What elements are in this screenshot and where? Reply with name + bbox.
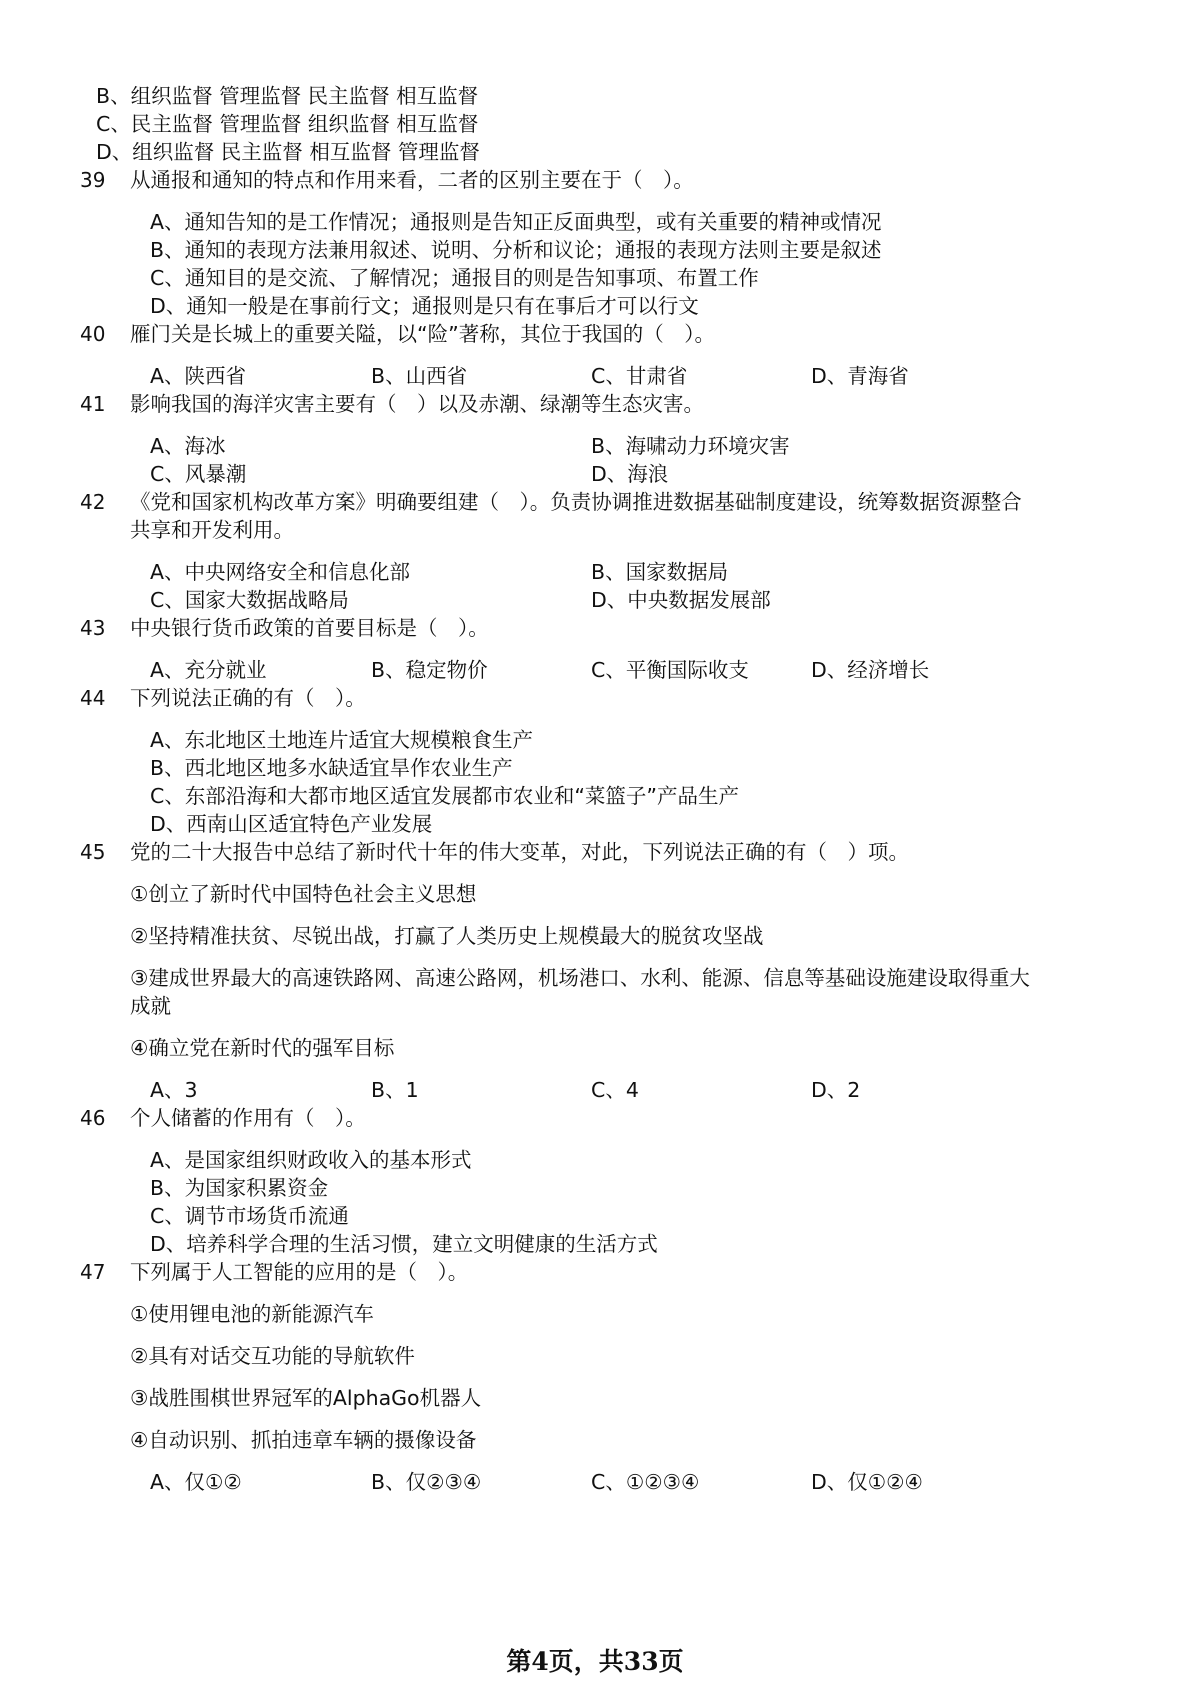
question-stem: 个人储蓄的作用有（ ）。 (130, 1106, 366, 1130)
option-d: D、培养科学合理的生活习惯，建立文明健康的生活方式 (150, 1232, 658, 1256)
option-a: A、3 (150, 1078, 198, 1102)
question-number: 39 (80, 168, 106, 192)
option-a: A、仅①② (150, 1470, 242, 1494)
option-a: A、海冰 (150, 434, 226, 458)
prev-option-b: B、组织监督 管理监督 民主监督 相互监督 (96, 84, 479, 108)
option-d: D、通知一般是在事前行文；通报则是只有在事后才可以行文 (150, 294, 699, 318)
statement-2: ②具有对话交互功能的导航软件 (130, 1344, 415, 1368)
option-b: B、1 (371, 1078, 419, 1102)
option-a: A、通知告知的是工作情况；通报则是告知正反面典型，或有关重要的精神或情况 (150, 210, 882, 234)
option-b: B、山西省 (371, 364, 468, 388)
option-d: D、青海省 (811, 364, 909, 388)
option-c: C、通知目的是交流、了解情况；通报目的则是告知事项、布置工作 (150, 266, 759, 290)
option-c: C、风暴潮 (150, 462, 247, 486)
prev-option-d: D、组织监督 民主监督 相互监督 管理监督 (96, 140, 480, 164)
question-number: 42 (80, 490, 106, 514)
question-stem: 党的二十大报告中总结了新时代十年的伟大变革，对此，下列说法正确的有（ ）项。 (130, 840, 909, 864)
option-d: D、经济增长 (811, 658, 930, 682)
question-number: 45 (80, 840, 106, 864)
option-d: D、2 (811, 1078, 861, 1102)
question-stem: 中央银行货币政策的首要目标是（ ）。 (130, 616, 489, 640)
question-number: 41 (80, 392, 106, 416)
option-c: C、平衡国际收支 (591, 658, 749, 682)
option-c: C、①②③④ (591, 1470, 700, 1494)
option-b: B、为国家积累资金 (150, 1176, 329, 1200)
option-b: B、国家数据局 (591, 560, 729, 584)
statement-3-cont: 成就 (130, 994, 171, 1018)
option-a: A、中央网络安全和信息化部 (150, 560, 411, 584)
option-b: B、稳定物价 (371, 658, 488, 682)
question-number: 47 (80, 1260, 106, 1284)
page-footer: 第4页，共33页 (506, 1647, 684, 1676)
option-c: C、4 (591, 1078, 639, 1102)
option-d: D、中央数据发展部 (591, 588, 771, 612)
option-b: B、通知的表现方法兼用叙述、说明、分析和议论；通报的表现方法则主要是叙述 (150, 238, 882, 262)
option-c: C、甘肃省 (591, 364, 688, 388)
question-number: 46 (80, 1106, 106, 1130)
question-stem: 下列说法正确的有（ ）。 (130, 686, 366, 710)
question-number: 40 (80, 322, 106, 346)
option-c: C、东部沿海和大都市地区适宜发展都市农业和“菜篮子”产品生产 (150, 784, 740, 808)
statement-1: ①创立了新时代中国特色社会主义思想 (130, 882, 477, 906)
question-stem: 从通报和通知的特点和作用来看，二者的区别主要在于（ ）。 (130, 168, 694, 192)
statement-3: ③战胜围棋世界冠军的AlphaGo机器人 (130, 1386, 482, 1410)
statement-4: ④自动识别、抓拍违章车辆的摄像设备 (130, 1428, 477, 1452)
question-stem: 雁门关是长城上的重要关隘，以“险”著称，其位于我国的（ ）。 (130, 322, 715, 346)
question-stem-line-1: 《党和国家机构改革方案》明确要组建（ ）。负责协调推进数据基础制度建设，统筹数据资源整合 (130, 490, 1022, 514)
option-a: A、是国家组织财政收入的基本形式 (150, 1148, 472, 1172)
option-b: B、仅②③④ (371, 1470, 482, 1494)
statement-2: ②坚持精准扶贫、尽锐出战，打赢了人类历史上规模最大的脱贫攻坚战 (130, 924, 764, 948)
question-stem-line-2: 共享和开发利用。 (130, 518, 294, 542)
option-c: C、国家大数据战略局 (150, 588, 349, 612)
question-number: 43 (80, 616, 106, 640)
question-stem: 影响我国的海洋灾害主要有（ ）以及赤潮、绿潮等生态灾害。 (130, 392, 704, 416)
question-number: 44 (80, 686, 106, 710)
prev-option-c: C、民主监督 管理监督 组织监督 相互监督 (96, 112, 479, 136)
statement-3: ③建成世界最大的高速铁路网、高速公路网，机场港口、水利、能源、信息等基础设施建设取得重大 (130, 966, 1030, 990)
option-c: C、调节市场货币流通 (150, 1204, 349, 1228)
option-b: B、西北地区地多水缺适宜旱作农业生产 (150, 756, 513, 780)
option-b: B、海啸动力环境灾害 (591, 434, 790, 458)
question-stem: 下列属于人工智能的应用的是（ ）。 (130, 1260, 469, 1284)
option-d: D、西南山区适宜特色产业发展 (150, 812, 433, 836)
statement-1: ①使用锂电池的新能源汽车 (130, 1302, 374, 1326)
option-d: D、海浪 (591, 462, 669, 486)
option-a: A、陕西省 (150, 364, 247, 388)
option-a: A、东北地区土地连片适宜大规模粮食生产 (150, 728, 534, 752)
option-a: A、充分就业 (150, 658, 267, 682)
statement-4: ④确立党在新时代的强军目标 (130, 1036, 395, 1060)
option-d: D、仅①②④ (811, 1470, 923, 1494)
